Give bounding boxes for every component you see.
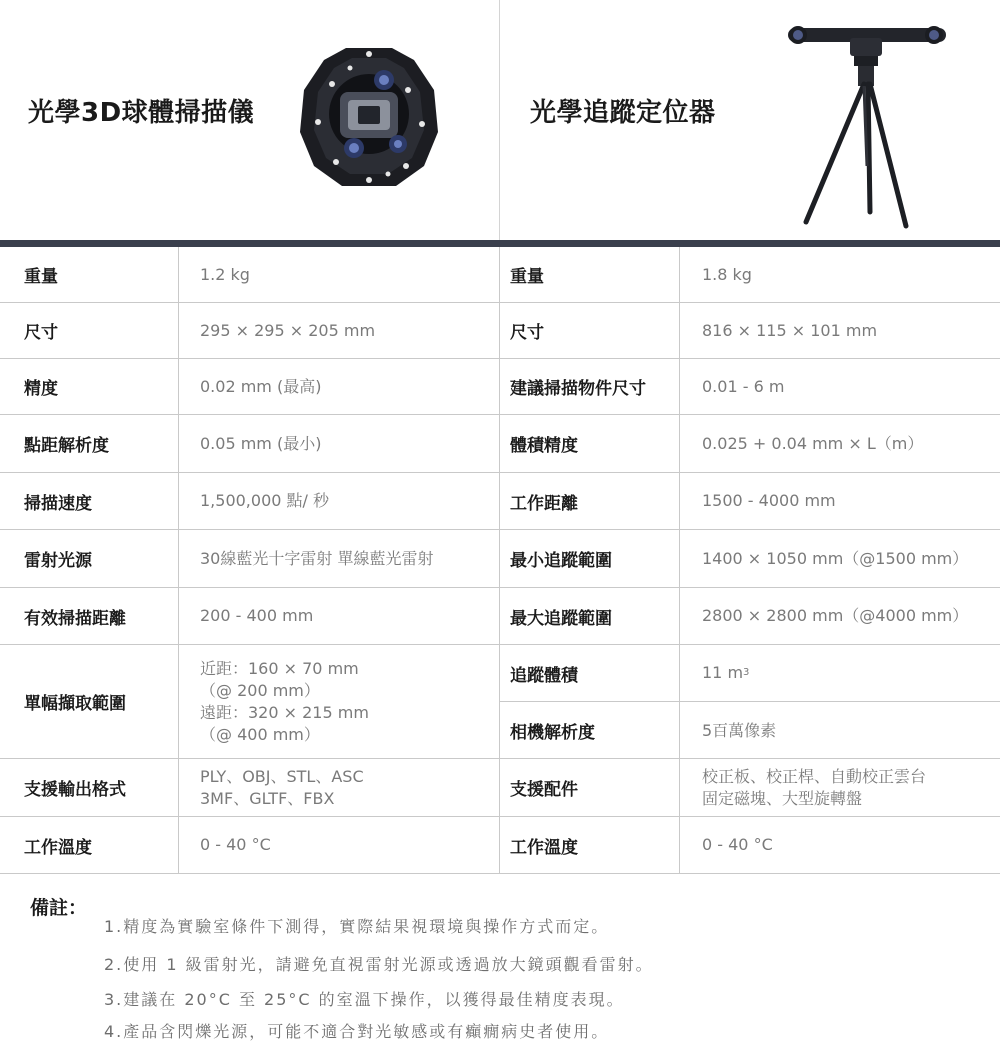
spec-label: 支援配件	[510, 780, 578, 800]
header-divider	[499, 0, 500, 240]
spec-value: 30線藍光十字雷射 單線藍光雷射	[200, 548, 434, 568]
spec-value: 5百萬像素	[702, 720, 777, 740]
spec-row	[0, 759, 1000, 817]
spec-label: 最大追蹤範圍	[510, 608, 612, 629]
spec-value: 0.02 mm (最高)	[200, 376, 322, 396]
spec-label: 建議掃描物件尺寸	[510, 379, 646, 399]
spec-label: 支援輸出格式	[24, 780, 126, 800]
spec-label: 重量	[24, 267, 58, 287]
superscript: 3	[743, 667, 750, 678]
spec-value-line: 遠距：320 × 215 mm	[200, 702, 369, 722]
spec-label: 工作溫度	[510, 837, 578, 858]
spec-row	[0, 415, 1000, 473]
spec-value: 0.025 + 0.04 mm × L（m）	[702, 433, 924, 453]
spec-value: 1500 - 4000 mm	[702, 491, 836, 510]
spec-value: 0.01 - 6 m	[702, 376, 785, 396]
spec-row	[0, 530, 1000, 588]
spec-label: 追蹤體積	[510, 665, 578, 686]
spec-value-line: （@ 200 mm）	[200, 680, 320, 700]
spec-value-line: 固定磁塊、大型旋轉盤	[702, 788, 863, 808]
spec-value-line: 校正板、校正桿、自動校正雲台	[702, 766, 927, 786]
spec-value: 1,500,000 點/ 秒	[200, 491, 329, 510]
spec-label: 雷射光源	[24, 551, 92, 571]
spec-value	[702, 645, 1000, 701]
spec-value: 200 - 400 mm	[200, 606, 314, 625]
spec-value: 1400 × 1050 mm（@1500 mm）	[702, 548, 969, 568]
spec-value: 0 - 40 °C	[200, 835, 271, 854]
header-accent-bar	[0, 240, 1000, 247]
spherical-scanner-image	[296, 44, 442, 190]
spec-row	[0, 359, 1000, 415]
scanner-title: 光學3D球體掃描儀	[28, 98, 255, 128]
spec-label: 尺寸	[24, 323, 58, 343]
spec-label: 工作溫度	[24, 837, 92, 858]
spec-label: 最小追蹤範圍	[510, 551, 612, 571]
spec-label: 相機解析度	[510, 723, 595, 743]
spec-label: 有效掃描距離	[24, 608, 126, 629]
spec-value: 1.2 kg	[200, 264, 250, 284]
spec-label: 精度	[24, 379, 58, 399]
note-item: 4.產品含閃爍光源，可能不適合對光敏感或有癲癇病史者使用。	[104, 1022, 610, 1041]
spec-row	[0, 303, 1000, 359]
spec-value	[200, 759, 495, 816]
spec-label: 工作距離	[510, 493, 578, 514]
spec-row	[0, 817, 1000, 874]
note-item: 2.使用 1 級雷射光，請避免直視雷射光源或透過放大鏡頭觀看雷射。	[104, 955, 654, 974]
spec-value: 295 × 295 × 205 mm	[200, 320, 376, 340]
tracker-title: 光學追蹤定位器	[530, 98, 716, 128]
spec-value-line: PLY、OBJ、STL、ASC	[200, 766, 364, 786]
spec-label: 單幅擷取範圍	[24, 694, 126, 714]
optical-tracker-image	[784, 16, 950, 232]
spec-value: 0.05 mm (最小)	[200, 433, 322, 453]
note-item: 1.精度為實驗室條件下測得，實際結果視環境與操作方式而定。	[104, 917, 610, 936]
spec-label: 點距解析度	[24, 436, 109, 456]
spec-value-line: 3MF、GLTF、FBX	[200, 788, 335, 808]
spec-value	[200, 645, 495, 758]
spec-value-line: （@ 400 mm）	[200, 724, 320, 744]
spec-value: 816 × 115 × 101 mm	[702, 320, 878, 340]
spec-value-line: 近距：160 × 70 mm	[200, 658, 359, 678]
spec-row	[0, 645, 1000, 759]
product-header	[0, 0, 1000, 240]
spec-value: 0 - 40 °C	[702, 835, 773, 854]
sub-row-divider	[500, 701, 1000, 702]
spec-label: 掃描速度	[24, 493, 92, 514]
notes-title: 備註：	[30, 897, 88, 919]
spec-row	[0, 247, 1000, 303]
spec-value: 2800 × 2800 mm（@4000 mm）	[702, 606, 969, 625]
note-item: 3.建議在 20°C 至 25°C 的室溫下操作，以獲得最佳精度表現。	[104, 990, 625, 1009]
spec-row	[0, 473, 1000, 530]
spec-label: 體積精度	[510, 436, 578, 456]
spec-value: 1.8 kg	[702, 264, 752, 284]
spec-value-text: 11 m	[702, 663, 744, 682]
spec-label: 尺寸	[510, 323, 544, 343]
spec-value	[702, 759, 1000, 816]
spec-label: 重量	[510, 267, 544, 287]
spec-row	[0, 588, 1000, 645]
